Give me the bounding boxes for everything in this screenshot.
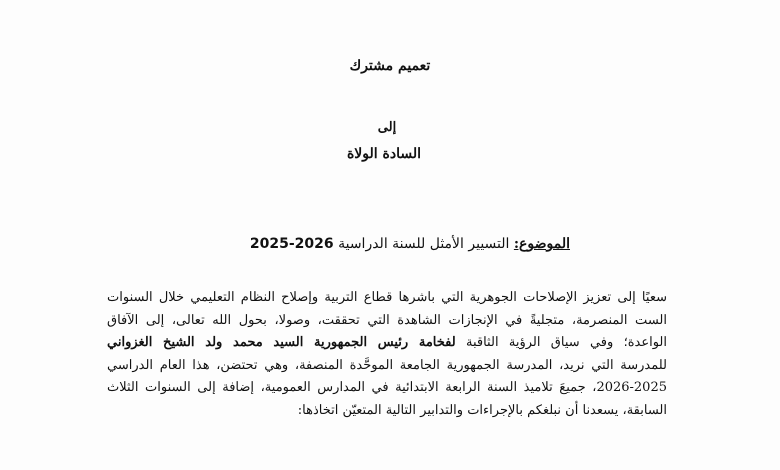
body-text-segment: الواعدة؛ وفي سياق الرؤية الثاقبة — [455, 335, 667, 350]
body-line: للمدرسة التي نريد، المدرسة الجمهورية الجامعة الموحَّدة المنصفة، وهي تحتضن، هذا العام الدراسي — [107, 357, 667, 373]
body-line: الست المنصرمة، متجليةً في الإنجازات الشاهدة التي تحققت، وصولا، بحول الله تعالى، إلى الآفاق — [107, 312, 667, 328]
recipient: السادة الولاة — [346, 146, 422, 162]
body-bold-phrase: لفخامة رئيس الجمهورية السيد محمد ولد الشيخ الغزواني — [107, 335, 456, 350]
body-line: سعيًا إلى تعزيز الإصلاحات الجوهرية التي باشرها قطاع التربية وإصلاح النظام التعليمي خلال السنوات — [107, 290, 667, 305]
body-line: السابقة، يسعدنا أن نبلغكم بالإجراءات والتدابير التالية المتعيّن اتخاذها: — [297, 402, 667, 418]
addressee-label: إلى — [377, 120, 397, 135]
body-line-with-bold — [107, 332, 667, 355]
body-line: 2026-2025، جميعَ تلاميذ السنة الرابعة الابتدائية في المدارس العمومية، إضافة إلى السنوات الثلاث — [107, 380, 667, 395]
document-title: تعميم مشترك — [349, 58, 431, 74]
body-paragraph — [107, 287, 667, 422]
subject-text: التسيير الأمثل للسنة الدراسية — [333, 236, 514, 252]
subject-line — [250, 236, 570, 252]
subject-label: الموضوع: — [513, 236, 570, 252]
subject-year: 2026-2025 — [249, 236, 334, 252]
